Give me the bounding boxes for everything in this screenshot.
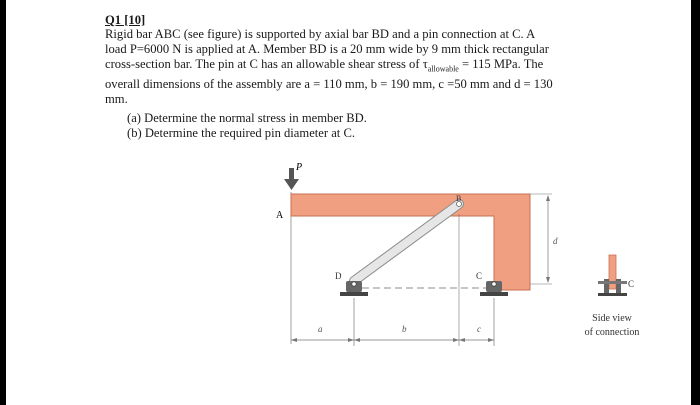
problem-line-3b: = 115 MPa. The [458, 57, 544, 71]
label-a: A [276, 210, 284, 221]
problem-line-2: load P=6000 N is applied at A. Member BD is a 20 mm wide by 9 mm thick rectangular [105, 42, 549, 56]
pin-d-icon [352, 282, 356, 286]
side-view-label-2: of connection [584, 327, 640, 338]
problem-line-4: overall dimensions of the assembly are a = 110 mm, b = 190 mm, c =50 mm and d = 130 [105, 76, 553, 91]
tau-symbol: τ [422, 57, 428, 71]
problem-line-5: mm. [105, 91, 128, 106]
dim-b-label: b [402, 324, 407, 334]
label-p: P [296, 162, 303, 173]
part-b: (b) Determine the required pin diameter at C. [127, 125, 355, 140]
problem-line-1: Rigid bar ABC (see figure) is supported by axial bar BD and a pin connection at C. A [105, 27, 536, 41]
dim-c-label: c [477, 324, 481, 334]
dim-d-label: d [553, 236, 558, 246]
question-heading: Q1 [10] [105, 13, 146, 27]
tau-subscript: allowable [427, 64, 459, 74]
dim-a-label: a [318, 324, 323, 334]
side-view-label-1: Side view [592, 313, 632, 324]
side-view-connection [598, 255, 627, 296]
label-b: B [456, 194, 462, 203]
side-label-c: C [628, 279, 635, 289]
part-a: (a) Determine the normal stress in member BD. [127, 110, 367, 125]
label-c: C [476, 271, 483, 281]
pin-c-icon [492, 282, 496, 286]
problem-line-3a: cross-section bar. The pin at C has an allowable shear stress of [105, 57, 423, 71]
label-d-point: D [335, 271, 342, 281]
